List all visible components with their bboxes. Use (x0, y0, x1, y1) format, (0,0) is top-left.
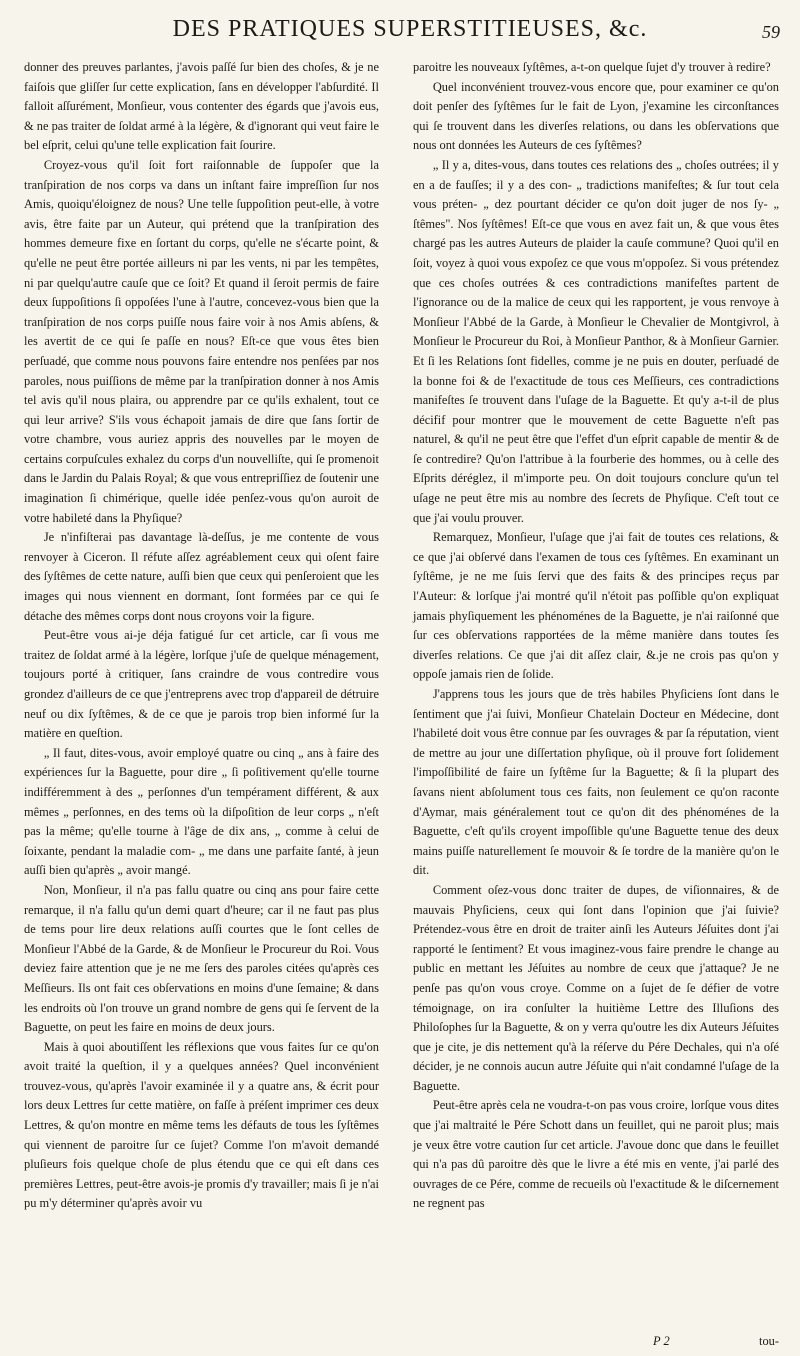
page-number: 59 (762, 22, 780, 42)
block-quote (24, 744, 379, 881)
paragraph: Peut-être après cela ne voudra-t-on pas vous croire, lorſque vous dites que j'ai maltraité le Pére Schott dans un feuillet, qui ne paroit plus; mais je veux être votre caution ſur cet article. J'avoue donc que dans le feuillet qui n'a pas dû paroitre dès que le livre a été mis en vente, j'ai parlé des ouvrages de ce Pére, comme de recueils où l'exactitude & le diſcernement ne regnent pas (413, 1098, 779, 1211)
signature-mark: P 2 (653, 1334, 670, 1348)
left-column (24, 58, 379, 1214)
paragraph: Non, Monſieur, il n'a pas fallu quatre ou cinq ans pour faire cette remarque, il n'a fallu qu'un demi quart d'heure; car il ne faut pas plus de tems pour lire deux relations auſſi courtes que le ſont celles de Monſieur l'Abbé de la Garde, & de Monſieur le Procureur du Roi. Vous deviez faire attention que je ne me ſers des paroles citées qu'après ces Meſſieurs. Ils ont fait ces obſervations en moins d'une ſemaine; & dans les endroits où l'on trouve un grand nombre de gens qui ſe ſervent de la Baguette, on peut les faire en moins de deux jours. (24, 882, 379, 1035)
paragraph: Peut-être vous ai-je déja fatigué ſur cet article, car ſi vous me traitez de ſoldat armé à la légère, lorſque j'uſe de quelque ménagement, toujours porté à critiquer, ſans craindre de vous contredire vous grondez d'ailleurs de ce que j'entreprens avec trop d'appareil de détruire neuf ou dix ſyſtêmes, & de ce que je parois trop bien informé ſur la matière en queſtion. (24, 628, 379, 741)
right-column (413, 58, 779, 1214)
paragraph: Mais à quoi aboutiſſent les réflexions que vous faites ſur ce qu'on avoit traité la queſtion, il y a quelques années? Quel inconvénient trouvez-vous, qu'après l'avoir examinée il y a quatre ans, & écrit pour lors deux Lettres ſur cette matière, on faſſe à préſent imprimer ces deux Lettres, & qu'on montre en même tems les défauts de tous les ſyſtêmes qui viennent de paroitre ſur ce ſujet? Comme l'on m'avoit demandé pluſieurs fois quelque choſe de plus étendu que ce qui eſt dans ces premières Lettres, peut-être avois-je promis d'y travailler; mais ſi je n'ai pu m'y déterminer qu'après avoir vu (24, 1039, 379, 1211)
paragraph: Comment oſez-vous donc traiter de dupes, de viſionnaires, & de mauvais Phyſiciens, ceux qui ſont dans l'opinion que j'ai ſuivie? Prétendez-vous être en droit de traiter ainſi les Auteurs Jéſuites dont j'ai rapporté le ſentiment? Et vous imaginez-vous faire prendre le change au public en mettant les Jéſuites au nombre de ceux que j'attaque? Je ne penſe pas qu'on vous croye. Comme on a ſujet de ſe défier de votre témoignage, on ira conſulter la huitième Lettre des Illuſions des Philoſophes ſur la Baguette, & on y verra qu'outre les dix Auteurs Jéſuites que je cite, je dis nettement qu'à la réſerve du Pére Dechales, qui n'a oſé décider, je ne connois aucun autre Jéſuite qui n'ait condamné l'uſage de la Baguette. (413, 882, 779, 1093)
paragraph: Croyez-vous qu'il ſoit fort raiſonnable de ſuppoſer que la tranſpiration de nos corps va dans un inſtant faire impreſſion ſur nos Amis, quoiqu'éloignez de nous? Une telle ſuppoſition peut-elle, à votre avis, être faite par un Auteur, qui prétend que la tranſpiration des hommes demeure fixe en ſortant du corps, qu'elle ne s'écarte point, & qu'elle ne peut être portée ailleurs ni par les vents, ni par les tempêtes, ni par quelqu'autre cauſe que ce ſoit? Et quand il ſeroit permis de faire deux ſuppoſitions ſi oppoſées l'une à l'autre, concevez-vous bien que la tranſpiration de nos corps puiſſe nous faire voir à nos Amis abſens, & les avertit de ce qui ſe paſſe en nous? Eſt-ce que vous êtes bien perſuadé, que comme nous pouvons faire entendre nos penſées par nos paroles, nous puiſſions de même par la tranſpiration donner à nos Amis tel avis qu'il nous plaira, ou apprendre par ce qu'ils exhalent, tout ce qui leur arrive? S'ils vous échapoit jamais de dire que ſans ſortir de votre chambre, vous auriez appris des nouvelles par le moyen de certains corpuſcules exhalez du corps d'un nouvelliſte, qui ſe promenoit dans le Jardin du Palais Royal; & que vous entrepriſſiez de ſoutenir une imagination ſi chimérique, quelle idée penſez-vous qu'on auroit de votre habileté dans la Phyſique? (24, 157, 379, 525)
paragraph: donner des preuves parlantes, j'avois paſſé ſur bien des choſes, & je ne faiſois que gliſſer ſur cette explication, ſans en développer l'abſurdité. Il falloit aſſurément, Monſieur, vous contenter des égards que j'avois eus, & ne pas traiter de ſoldat armé à la légère, & d'ignorant qui veut faire le bel eſprit, celui qu'une telle explication fait ſourire. (24, 60, 379, 153)
paragraph: paroitre les nouveaux ſyſtêmes, a-t-on quelque ſujet d'y trouver à redire? (413, 60, 771, 74)
paragraph: Remarquez, Monſieur, l'uſage que j'ai fait de toutes ces relations, & ce que j'ai obſervé dans l'examen de tous ces ſyſtêmes. En examinant un ſyſtême, je ne me ſuis ſervi que des faits & des principes reçus par l'Auteur: & lorſque j'ai montré qu'il n'étoit pas poſſible qu'on expliquat jamais phyſiquement les phénoménes de la Baguette, je n'ai raiſonné que ſur ces obſervations rapportées de la même manière dans toutes ſes diverſes relations. Ce que j'ai dit aſſez clair, &.je ne crois pas qu'on y oppoſe jamais rien de ſolide. (413, 530, 779, 682)
paragraph: „ Il y a, dites-vous, dans toutes ces relations des „ choſes outrées; il y en a de fauſſes; il y a des con- „ tradictions manifeſtes; & ſur tout cela vous préten- „ dez pourtant décider ce qu'on doit juger de nos ſy- „ ſtêmes". Nos ſyſtêmes! Eſt-ce que vous en avez fait un, & que vous êtes chargé pas les autres Auteurs de plaider la cauſe commune? Quoi qu'il en ſoit, voyez à quoi vous expoſez ce que vous m'oppoſez. Si vous prétendez que ces choſes outrées & ces contradictions manifeſtes partent de l'ignorance ou de la malice de ceux qui les rapportent, je vous renvoye à Monſieur l'Abbé de la Garde, à Monſieur le Chevalier de Montgivrol, à Monſieur le Procureur du Roi, à Monſieur Panthor, & à Monſieur Garnier. Et ſi les Relations ſont fidelles, comme je ne puis en douter, perſuadé de la bonne foi & de l'exactitude de tous ces Meſſieurs, ces contradictions manifeſtes ſe trouvent dans l'uſage de la Baguette. Et qu'y a-t-il de plus décifif pour montrer que le mouvement de cette Baguette n'eſt pas naturel, & qu'il ne peut être que l'effet d'un eſprit capable de mentir & de ſe contredire? Qu'on l'attribue à la fourberie des hommes, ou à celle des Eſprits déréglez, il m'importe peu. On doit toujours conclure qu'un tel uſage ne peut être mis au nombre des ſecrets de Phyſique. C'eſt tout ce que j'ai voulu prouver. (413, 157, 779, 525)
paragraph: J'apprens tous les jours que de très habiles Phyſiciens ſont dans le ſentiment que j'ai ſuivi, Monſieur Chatelain Docteur en Médecine, dont l'habileté doit vous être connue par ſes ouvrages & par ſa réputation, vient de mettre au jour une diſſertation phyſique, où il prouve fort ſolidement l'impoſſibilité de faire un ſyſtême ſur la Baguette; & ſi la plupart des ſavans nient abſolument tous ces faits, non ſeulement ce qu'on raconte d'Aymar, mais généralement tout ce qu'on dit des phénoménes de la Baguette, c'eſt qu'ils croyent impoſſible qu'une Baguette tenue des deux mains puiſſe naturellement ſe mouvoir & ſe tordre de la manière qu'on le dit. (413, 687, 779, 878)
running-title: DES PRATIQUES SUPERSTITIEUSES, &c. (172, 16, 648, 42)
catchword: tou- (759, 1334, 779, 1348)
paragraph: Je n'infiſterai pas davantage là-deſſus, je me contente de vous renvoyer à Ciceron. Il réfute aſſez agréablement ceux qui oſent faire des ſyſtêmes de cette nature, auſſi bien que ceux qui penſeroient que les images qui nous viennent en dormant, ſont formées par ce qui ſe détache des mêmes corps dont nous croyons voir la figure. (24, 530, 379, 623)
quote-paragraph: „ Il faut, dites-vous, avoir employé quatre ou cinq „ ans à faire des expériences ſur la Baguette, pour dire „ ſi poſitivement qu'elle tourne indifféremment à des „ perſonnes d'un tempérament différent, & aux mêmes „ perſonnes, en des tems où la diſpoſition de leur corps „ n'eſt pas la même; qu'elle tourne à l'âge de dix ans, „ comme à celui de ſoixante, pendant la maladie com- „ me dans une parfaite ſanté, à jeun auſſi bien qu'après „ avoir mangé. (24, 745, 379, 878)
running-header (100, 16, 780, 50)
paragraph: Quel inconvénient trouvez-vous encore que, pour examiner ce qu'on doit penſer des ſyſtêmes ſur le fait de Lyon, j'examine les circonſtances qui ſe trouvent dans les diverſes relations, ou dans les obſervations que nous ont données les Auteurs de ces ſyſtêmes? (413, 79, 779, 153)
